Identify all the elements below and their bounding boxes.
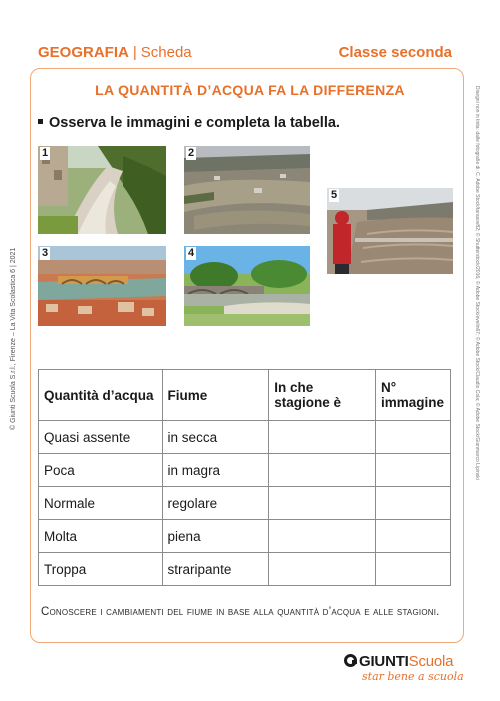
- logo-brand-a: GIUNTI: [359, 653, 409, 670]
- cell-river: in magra: [162, 454, 269, 487]
- subject-header: [38, 44, 192, 61]
- photo-number-4: 4: [188, 247, 195, 259]
- logo-tagline: star bene a scuola: [362, 670, 464, 683]
- header-image-number: N° immagine: [375, 370, 450, 421]
- cell-season[interactable]: [269, 487, 376, 520]
- publisher-logo: [344, 653, 464, 683]
- cell-quantity: Normale: [39, 487, 163, 520]
- cell-river: piena: [162, 520, 269, 553]
- photo-number-5: 5: [331, 189, 338, 201]
- grade-label: Classe seconda: [338, 44, 452, 61]
- subject-label: GEOGRAFIA: [38, 44, 129, 61]
- cell-quantity: Poca: [39, 454, 163, 487]
- cell-quantity: Molta: [39, 520, 163, 553]
- cell-image-number[interactable]: [375, 487, 450, 520]
- header-river: Fiume: [162, 370, 269, 421]
- photo-city-bridge: [38, 246, 166, 326]
- photo-overflowing-river: [327, 188, 453, 274]
- cell-season[interactable]: [269, 520, 376, 553]
- cell-season[interactable]: [269, 553, 376, 586]
- instruction-text: Osserva le immagini e completa la tabella.: [49, 115, 340, 131]
- header-quantity: Quantità d’acqua: [39, 370, 163, 421]
- cell-image-number[interactable]: [375, 421, 450, 454]
- instruction: [38, 115, 340, 131]
- table-header-row: [39, 370, 451, 421]
- giunti-g-icon: [344, 654, 357, 667]
- bullet-icon: [38, 119, 43, 124]
- cell-river: regolare: [162, 487, 269, 520]
- header-separator: |: [132, 44, 137, 61]
- learning-goal-note: Conoscere i cambiamenti del fiume in base alla quantità d’acqua e alle stagioni.: [41, 606, 440, 618]
- cell-season[interactable]: [269, 421, 376, 454]
- table-row: [39, 421, 451, 454]
- header-season: In che stagione è: [269, 370, 376, 421]
- photo-credits: Disegni non in tinta: dalle fotografie di: C. Adobe Stock/tarasov82; © Shutterstock/2016; © Adobe Stock/evelin67; © Adobe Stock/Claudio Cola; © Adobe Stock/Gianmarco Lipinski: [474, 86, 480, 480]
- cell-image-number[interactable]: [375, 454, 450, 487]
- cell-river: in secca: [162, 421, 269, 454]
- photo-dry-river: [38, 146, 166, 234]
- cell-season[interactable]: [269, 454, 376, 487]
- worksheet-title: LA QUANTITÀ D’ACQUA FA LA DIFFERENZA: [95, 82, 405, 98]
- cell-quantity: Quasi assente: [39, 421, 163, 454]
- photo-number-2: 2: [188, 147, 195, 159]
- logo-brand-b: Scuola: [408, 653, 454, 670]
- cell-quantity: Troppa: [39, 553, 163, 586]
- cell-image-number[interactable]: [375, 553, 450, 586]
- doc-type-label: Scheda: [140, 44, 192, 61]
- table-row: [39, 454, 451, 487]
- cell-river: straripante: [162, 553, 269, 586]
- water-quantity-table: [38, 369, 451, 586]
- table-row: [39, 520, 451, 553]
- copyright-line: © Giunti Scuola S.r.l., Firenze – La Vita Scolastica 6 | 2021: [10, 247, 17, 430]
- photo-number-1: 1: [42, 147, 49, 159]
- photo-low-river-bridge: [184, 246, 310, 326]
- cell-image-number[interactable]: [375, 520, 450, 553]
- photo-number-3: 3: [42, 247, 49, 259]
- table-row: [39, 487, 451, 520]
- photo-flooded-plain: [184, 146, 310, 234]
- table-row: [39, 553, 451, 586]
